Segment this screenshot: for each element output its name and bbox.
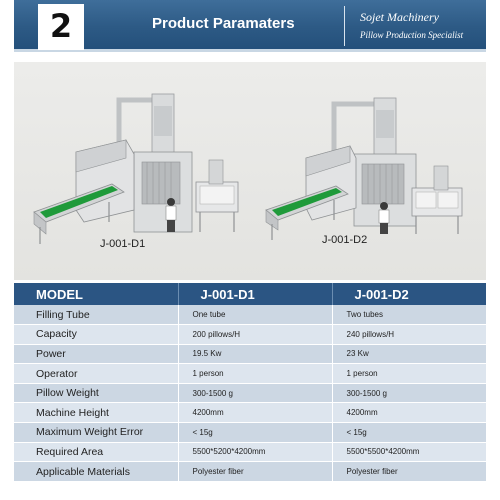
row-label: Filling Tube bbox=[14, 305, 178, 325]
row-label: Capacity bbox=[14, 325, 178, 345]
table-row bbox=[14, 325, 486, 345]
machine-label-d2: J-001-D2 bbox=[322, 234, 368, 246]
row-label: Maximum Weight Error bbox=[14, 423, 178, 443]
brand-name: Sojet Machinery bbox=[360, 10, 439, 24]
row-value-d1: 300-1500 g bbox=[178, 383, 332, 403]
machine-d2-illustration bbox=[266, 98, 462, 240]
row-value-d2: 5500*5500*4200mm bbox=[332, 442, 486, 462]
row-value-d1: 4200mm bbox=[178, 403, 332, 423]
row-label: Operator bbox=[14, 364, 178, 384]
row-value-d2: 23 Kw bbox=[332, 344, 486, 364]
brand-tagline: Pillow Production Specialist bbox=[360, 30, 464, 40]
row-value-d2: 1 person bbox=[332, 364, 486, 384]
machine-image-area bbox=[14, 62, 486, 280]
row-value-d1: 19.5 Kw bbox=[178, 344, 332, 364]
row-value-d1: 1 person bbox=[178, 364, 332, 384]
section-number: 2 bbox=[49, 7, 73, 45]
row-value-d2: 300-1500 g bbox=[332, 383, 486, 403]
header-banner bbox=[14, 0, 486, 52]
table-row bbox=[14, 383, 486, 403]
table-row bbox=[14, 442, 486, 462]
section-number-box bbox=[38, 4, 84, 50]
table-row bbox=[14, 462, 486, 482]
row-value-d2: Two tubes bbox=[332, 305, 486, 325]
row-value-d1: 200 pillows/H bbox=[178, 325, 332, 345]
row-label: Applicable Materials bbox=[14, 462, 178, 482]
row-value-d1: One tube bbox=[178, 305, 332, 325]
row-label: Machine Height bbox=[14, 403, 178, 423]
table-row bbox=[14, 305, 486, 325]
machine-d1-illustration bbox=[34, 94, 238, 244]
row-value-d2: Polyester fiber bbox=[332, 462, 486, 482]
row-value-d1: 5500*5200*4200mm bbox=[178, 442, 332, 462]
row-label: Power bbox=[14, 344, 178, 364]
table-row bbox=[14, 364, 486, 384]
header-divider bbox=[344, 6, 345, 46]
machine-label-d1: J-001-D1 bbox=[100, 238, 146, 250]
row-value-d2: 240 pillows/H bbox=[332, 325, 486, 345]
spec-table bbox=[14, 283, 486, 482]
row-label: Required Area bbox=[14, 442, 178, 462]
row-label: Pillow Weight bbox=[14, 383, 178, 403]
page-title: Product Paramaters bbox=[152, 15, 295, 32]
header-d1: J-001-D1 bbox=[178, 283, 332, 305]
row-value-d1: < 15g bbox=[178, 423, 332, 443]
row-value-d2: 4200mm bbox=[332, 403, 486, 423]
header-d2: J-001-D2 bbox=[332, 283, 486, 305]
table-row bbox=[14, 344, 486, 364]
row-value-d2: < 15g bbox=[332, 423, 486, 443]
table-row bbox=[14, 423, 486, 443]
table-header-row bbox=[14, 283, 486, 305]
row-value-d1: Polyester fiber bbox=[178, 462, 332, 482]
header-model: MODEL bbox=[14, 283, 178, 305]
table-row bbox=[14, 403, 486, 423]
machine-illustrations bbox=[14, 62, 486, 280]
